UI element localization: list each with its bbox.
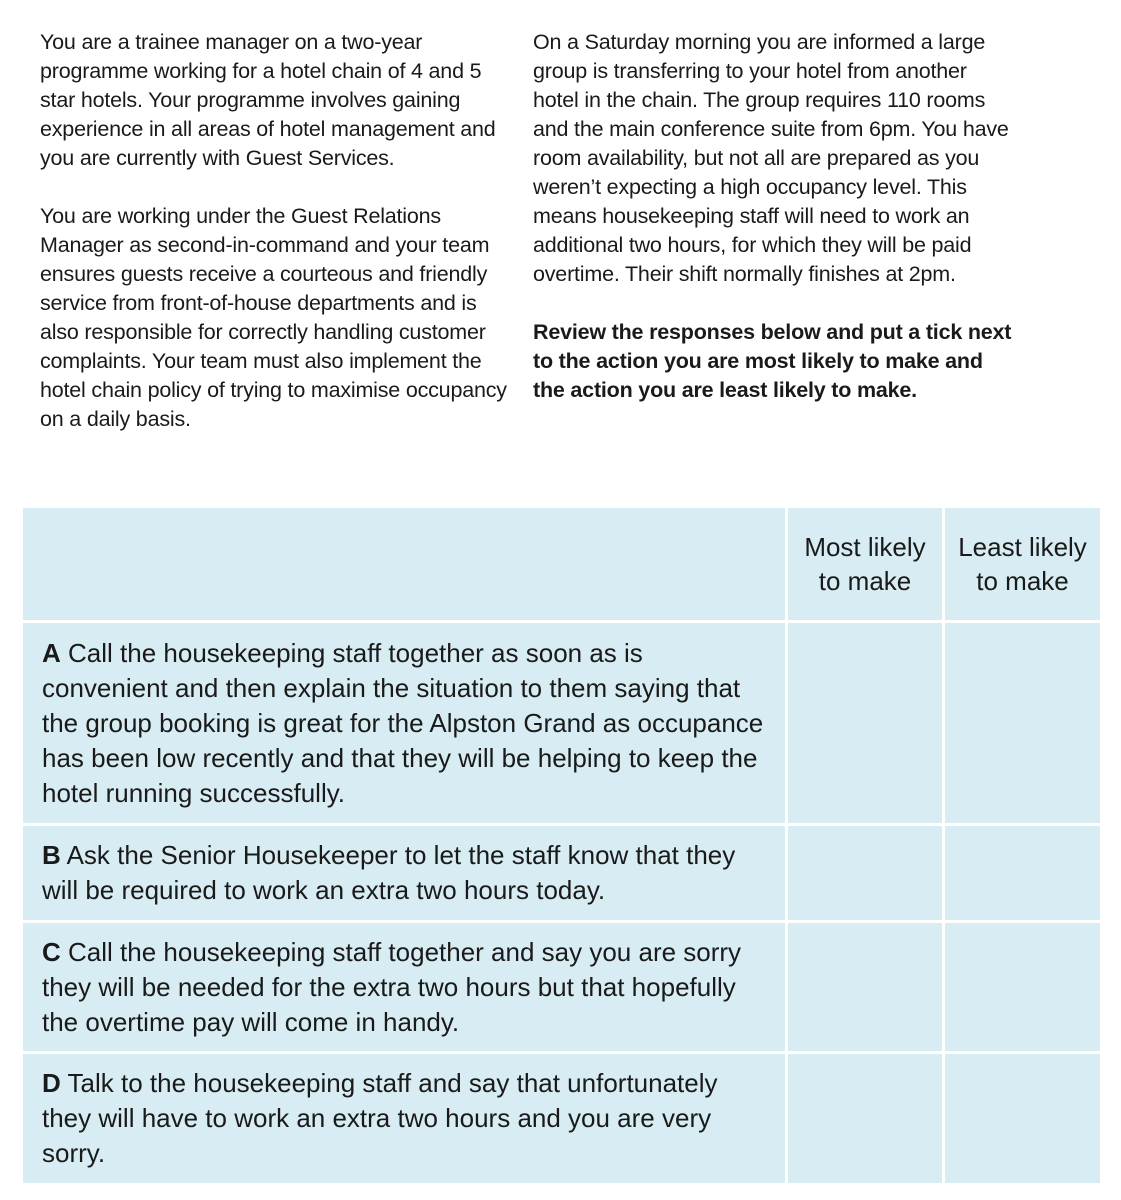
header-least-line2: to make xyxy=(976,566,1069,596)
option-b-least-likely-tick[interactable] xyxy=(944,825,1102,922)
option-b-most-likely-tick[interactable] xyxy=(787,825,944,922)
table-row xyxy=(22,1053,1102,1185)
table-row xyxy=(22,825,1102,922)
option-c-most-likely-tick[interactable] xyxy=(787,922,944,1053)
header-most-line2: to make xyxy=(818,566,912,596)
intro-right-column xyxy=(533,28,1013,405)
option-d-most-likely-tick[interactable] xyxy=(787,1053,944,1185)
header-least-likely xyxy=(944,507,1102,622)
header-most-line1: Most likely xyxy=(804,532,926,562)
option-letter: D xyxy=(42,1068,61,1098)
intro-paragraph-situation: On a Saturday morning you are informed a large group is transferring to your hotel from another hotel in the chain. The group requires 110 rooms and the main conference suite from 6pm. You have room availability, but not all are prepared as you weren’t expecting a high occupancy level. This means housekeeping staff will need to work an additional two hours, for which they will be paid overtime. Their shift normally finishes at 2pm. xyxy=(533,30,1009,286)
option-letter: B xyxy=(42,840,61,870)
option-letter: C xyxy=(42,936,61,967)
intro-paragraph-team: You are working under the Guest Relations Manager as second-in-command and your team ensures guests receive a courteous and friendly service from front-of-house departments and is also responsible for correctly handling customer complaints. Your team must also implement the hotel chain policy of trying to maximise occupancy on a daily basis. xyxy=(40,204,507,431)
header-least-line1: Least likely xyxy=(958,532,1087,562)
table-row xyxy=(22,622,1102,825)
table-header-row xyxy=(22,507,1102,622)
option-letter: A xyxy=(42,637,61,668)
option-text: Call the housekeeping staff together as soon as is convenient and then explain the situation to them saying that the group booking is great for the Alpston Grand as occupance has been low recently and that they will be helping to keep the hotel running successfully. xyxy=(42,637,764,808)
option-c-text-cell xyxy=(22,922,787,1053)
option-a-text-cell xyxy=(22,622,787,825)
option-d-least-likely-tick[interactable] xyxy=(944,1053,1102,1185)
option-b-text-cell xyxy=(22,825,787,922)
option-text: Talk to the housekeeping staff and say that unfortunately they will have to work an extra two hours and you are very sorry. xyxy=(42,1068,718,1168)
option-d-text-cell xyxy=(22,1053,787,1185)
response-table xyxy=(20,505,1103,1186)
option-a-least-likely-tick[interactable] xyxy=(944,622,1102,825)
option-text: Call the housekeeping staff together and say you are sorry they will be needed for the extra two hours but that hopefully the overtime pay will come in handy. xyxy=(42,936,742,1037)
intro-paragraph-role: You are a trainee manager on a two-year programme working for a hotel chain of 4 and 5 star hotels. Your programme involves gaining experience in all areas of hotel management and you are currently with Guest Services. xyxy=(40,30,496,170)
table-row xyxy=(22,922,1102,1053)
option-c-least-likely-tick[interactable] xyxy=(944,922,1102,1053)
scenario-intro xyxy=(40,28,1100,468)
option-a-most-likely-tick[interactable] xyxy=(787,622,944,825)
instruction-text: Review the responses below and put a tick next to the action you are most likely to make and the action you are least likely to make. xyxy=(533,320,1012,402)
intro-left-column xyxy=(40,28,510,434)
header-most-likely xyxy=(787,507,944,622)
header-blank-cell xyxy=(22,507,787,622)
option-text: Ask the Senior Housekeeper to let the staff know that they will be required to work an extra two hours today. xyxy=(42,840,736,905)
